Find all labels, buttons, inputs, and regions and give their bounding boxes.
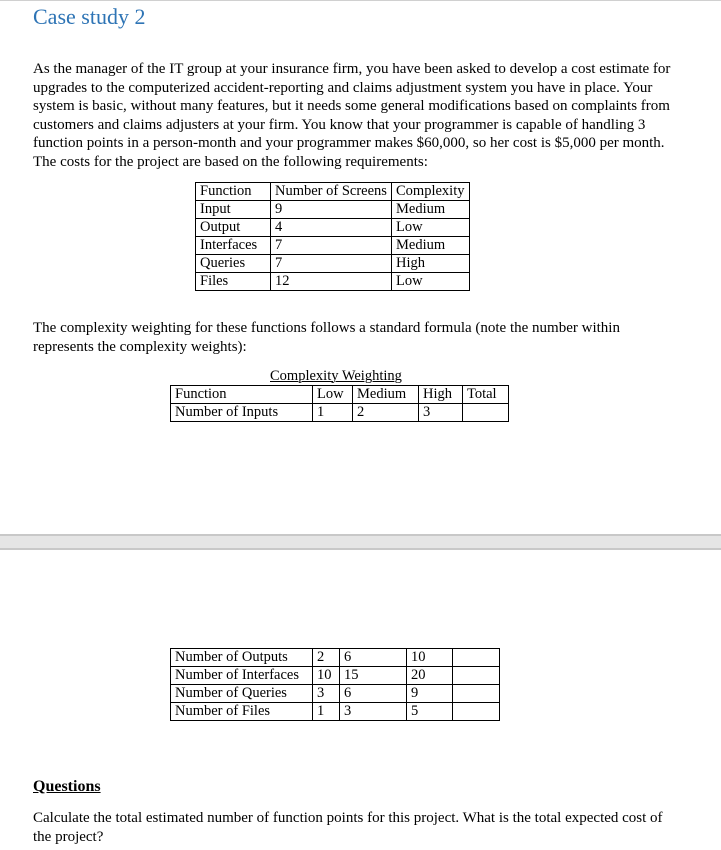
requirements-table [195, 182, 470, 291]
table-cell: 10 [407, 649, 453, 667]
table-cell: Number of Files [171, 703, 313, 721]
header-cell: High [419, 386, 463, 404]
table-row [196, 237, 470, 255]
table-cell: 1 [313, 703, 340, 721]
table-row [171, 685, 500, 703]
table-cell: 4 [271, 219, 392, 237]
questions-text: Calculate the total estimated number of function points for this project. What is the total expected cost of the project? [33, 810, 663, 845]
table-row [196, 219, 470, 237]
table-cell: 9 [407, 685, 453, 703]
table-cell: 3 [419, 404, 463, 422]
table-row [171, 703, 500, 721]
complexity-weighting-title: Complexity Weighting [270, 368, 402, 384]
table-row [171, 667, 500, 685]
table-cell: High [392, 255, 470, 273]
table-header-row [196, 183, 470, 201]
total-cell [463, 404, 509, 422]
table-row [171, 649, 500, 667]
intro-paragraph: As the manager of the IT group at your insurance firm, you have been asked to develop a cost estimate for upgrades to the computerized accident-reporting and claims adjustment system you have in place. Your system is basic, without many features, but it needs some general modifications based on complaints from customers and claims adjusters at your firm. You know that your programmer is capable of handling 3 function points in a person-month and your programmer makes $60,000, so her cost is $5,000 per month. The costs for the project are based on the following requirements: [33, 61, 671, 170]
weighting-intro-paragraph: The complexity weighting for these functions follows a standard formula (note the number within represents the complexity weights): [33, 320, 620, 355]
header-cell: Medium [353, 386, 419, 404]
header-cell: Number of Screens [271, 183, 392, 201]
table-cell: 6 [340, 649, 407, 667]
table-cell: Medium [392, 237, 470, 255]
top-border [0, 0, 721, 1]
total-cell [453, 667, 500, 685]
weighting-table-part1 [170, 385, 509, 422]
header-cell: Complexity [392, 183, 470, 201]
table-row [196, 273, 470, 291]
table-cell: 5 [407, 703, 453, 721]
table-cell: 10 [313, 667, 340, 685]
table-cell: Number of Outputs [171, 649, 313, 667]
table-cell: 3 [313, 685, 340, 703]
questions-heading: Questions [33, 778, 101, 795]
table-cell: 9 [271, 201, 392, 219]
header-cell: Function [171, 386, 313, 404]
table-cell: Files [196, 273, 271, 291]
table-cell: Low [392, 273, 470, 291]
header-cell: Low [313, 386, 353, 404]
table-cell: 7 [271, 255, 392, 273]
table-cell: Queries [196, 255, 271, 273]
table-cell: Output [196, 219, 271, 237]
table-cell: Medium [392, 201, 470, 219]
table-row [196, 255, 470, 273]
table-cell: 2 [313, 649, 340, 667]
table-row [171, 404, 509, 422]
table-cell: 20 [407, 667, 453, 685]
table-cell: Interfaces [196, 237, 271, 255]
header-cell: Function [196, 183, 271, 201]
table-cell: Number of Interfaces [171, 667, 313, 685]
page-break [0, 534, 721, 550]
header-cell: Total [463, 386, 509, 404]
table-cell: 12 [271, 273, 392, 291]
total-cell [453, 703, 500, 721]
table-cell: Input [196, 201, 271, 219]
table-cell: 2 [353, 404, 419, 422]
table-cell: Number of Queries [171, 685, 313, 703]
table-cell: Number of Inputs [171, 404, 313, 422]
table-cell: 15 [340, 667, 407, 685]
table-cell: 1 [313, 404, 353, 422]
table-header-row [171, 386, 509, 404]
table-cell: 3 [340, 703, 407, 721]
total-cell [453, 685, 500, 703]
total-cell [453, 649, 500, 667]
table-cell: 7 [271, 237, 392, 255]
table-row [196, 201, 470, 219]
weighting-table-part2 [170, 648, 500, 721]
table-cell: 6 [340, 685, 407, 703]
page-title: Case study 2 [33, 4, 146, 29]
table-cell: Low [392, 219, 470, 237]
